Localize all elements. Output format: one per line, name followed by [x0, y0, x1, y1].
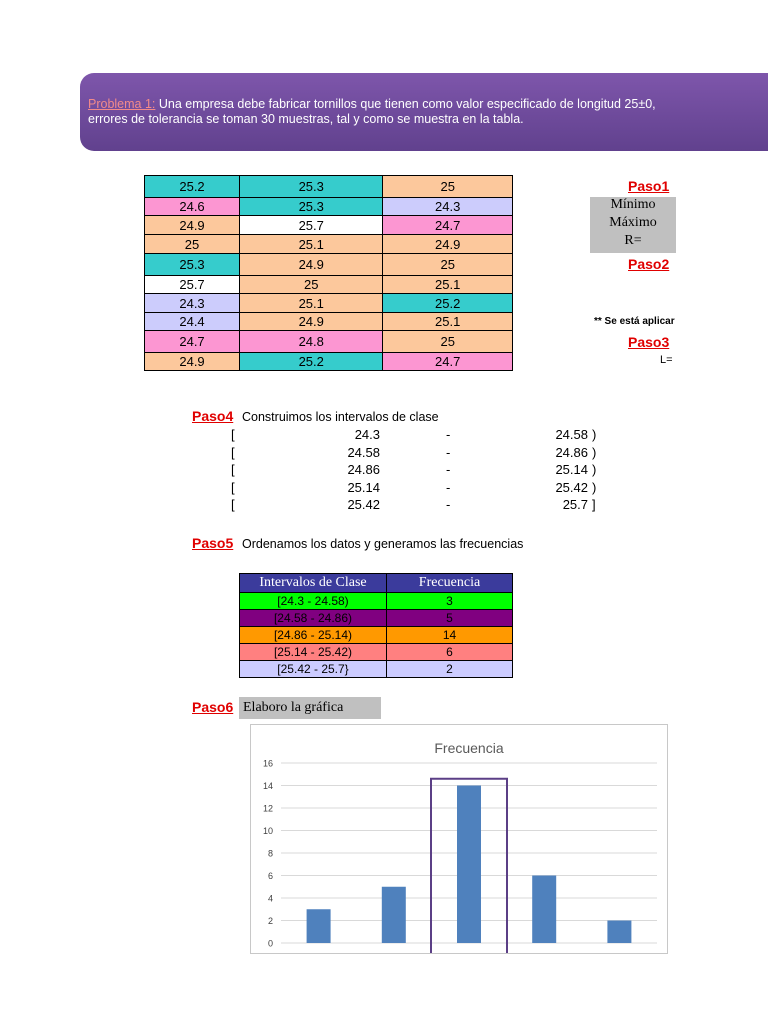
chart-y-tick-label: 6 [267, 871, 273, 881]
data-cell: 25.3 [240, 198, 383, 216]
interval-upper: 24.58 [555, 427, 588, 442]
data-cell: 25 [145, 235, 240, 254]
data-cell: 25.1 [240, 294, 383, 313]
data-cell: 24.8 [240, 331, 383, 353]
interval-close-bracket: ) [592, 480, 597, 495]
freq-interval-cell: [25.14 - 25.42) [240, 644, 387, 661]
data-cell: 25.7 [145, 276, 240, 294]
min-max-box [590, 197, 676, 253]
chart-bar [532, 876, 556, 944]
l-label: L= [660, 354, 673, 366]
problem-statement [88, 97, 688, 127]
interval-upper: 25.14 [555, 462, 588, 477]
note-text: ** Se está aplicar [594, 316, 675, 327]
freq-interval-cell: [24.86 - 25.14) [240, 627, 387, 644]
freq-value-cell: 6 [387, 644, 513, 661]
freq-row [240, 610, 513, 627]
interval-open-bracket: [ [231, 445, 235, 460]
data-cell: 24.4 [145, 313, 240, 331]
interval-open-bracket: [ [231, 462, 235, 477]
interval-close-bracket: ) [592, 462, 597, 477]
freq-interval-cell: [24.58 - 24.86) [240, 610, 387, 627]
problem-line-2: errores de tolerancia se toman 30 muestras, tal y como se muestra en la tabla. [88, 112, 524, 126]
freq-row [240, 644, 513, 661]
freq-value-cell: 5 [387, 610, 513, 627]
data-cell: 25.1 [383, 313, 513, 331]
data-row [145, 216, 513, 235]
data-cell: 25.7 [240, 216, 383, 235]
freq-interval-cell: [25.42 - 25.7} [240, 661, 387, 678]
freq-value-cell: 14 [387, 627, 513, 644]
maximo-label: Máximo [609, 215, 657, 230]
step-5-label: Paso5 [192, 535, 234, 551]
interval-open-bracket: [ [231, 427, 235, 442]
data-cell: 25.2 [145, 176, 240, 198]
interval-upper: 24.86 [555, 445, 588, 460]
chart-y-tick-label: 8 [267, 848, 273, 859]
data-cell: 25 [383, 176, 513, 198]
data-cell: 24.7 [383, 353, 513, 371]
data-cell: 25.2 [240, 353, 383, 371]
data-cell: 25 [383, 331, 513, 353]
data-row [145, 331, 513, 353]
interval-close-bracket: ] [592, 497, 596, 512]
interval-open-bracket: [ [231, 480, 235, 495]
chart-y-tick-label: 16 [262, 758, 273, 769]
interval-lower: 24.58 [347, 445, 380, 460]
data-cell: 25.1 [240, 235, 383, 254]
sample-data-table [144, 175, 513, 371]
interval-upper: 25.42 [555, 480, 588, 495]
interval-lower: 24.3 [354, 427, 380, 442]
data-cell: 25.3 [145, 254, 240, 276]
minimo-label: Mínimo [610, 197, 656, 212]
interval-lower: 25.14 [347, 480, 380, 495]
chart-y-tick-label: 4 [267, 893, 273, 904]
freq-row [240, 627, 513, 644]
range-label: R= [624, 233, 642, 248]
data-row [145, 235, 513, 254]
step-6-text: Elaboro la gráfica [239, 697, 381, 719]
chart-y-tick-label: 12 [262, 803, 273, 814]
data-cell: 24.7 [145, 331, 240, 353]
data-cell: 25.3 [240, 176, 383, 198]
data-cell: 25 [383, 254, 513, 276]
interval-upper: 25.7 [562, 497, 588, 512]
data-cell: 24.9 [240, 313, 383, 331]
data-cell: 25 [240, 276, 383, 294]
chart-y-tick-label: 2 [267, 916, 273, 926]
data-row [145, 198, 513, 216]
freq-value-cell: 2 [387, 661, 513, 678]
step-6-label: Paso6 [192, 699, 234, 715]
data-cell: 24.7 [383, 216, 513, 235]
chart-y-tick-label: 0 [267, 938, 273, 949]
interval-close-bracket: ) [592, 445, 597, 460]
step-5-text: Ordenamos los datos y generamos las frecuencias [242, 537, 524, 551]
step-4-label: Paso4 [192, 408, 234, 424]
freq-interval-cell: [24.3 - 24.58) [240, 593, 387, 610]
data-cell: 25.2 [383, 294, 513, 313]
step-2-label: Paso2 [628, 256, 670, 272]
chart-bar [382, 887, 406, 943]
chart-bar [607, 921, 631, 944]
chart-y-tick-label: 10 [262, 826, 273, 836]
data-row [145, 254, 513, 276]
freq-header-interval: Intervalos de Clase [240, 574, 387, 593]
freq-row [240, 593, 513, 610]
step-1-label: Paso1 [628, 178, 670, 194]
chart-svg [251, 725, 667, 953]
chart-bar [457, 786, 481, 944]
data-cell: 24.9 [145, 353, 240, 371]
data-row [145, 276, 513, 294]
interval-dash: - [446, 445, 451, 460]
interval-lower: 25.42 [347, 497, 380, 512]
interval-lower: 24.86 [347, 462, 380, 477]
problem-line-1: Una empresa debe fabricar tornillos que tienen como valor especificado de longitud 25±0, [155, 97, 656, 111]
data-row [145, 294, 513, 313]
data-cell: 24.9 [145, 216, 240, 235]
interval-close-bracket: ) [592, 427, 597, 442]
interval-dash: - [446, 462, 451, 477]
frequency-chart [250, 724, 668, 954]
freq-row [240, 661, 513, 678]
interval-dash: - [446, 427, 451, 442]
interval-open-bracket: [ [231, 497, 235, 512]
data-cell: 24.3 [145, 294, 240, 313]
interval-dash: - [446, 497, 451, 512]
data-cell: 24.9 [240, 254, 383, 276]
data-cell: 25.1 [383, 276, 513, 294]
chart-bar [307, 909, 331, 943]
freq-value-cell: 3 [387, 593, 513, 610]
data-cell: 24.3 [383, 198, 513, 216]
chart-y-tick-label: 14 [262, 781, 273, 791]
frequency-table [239, 573, 513, 678]
step-3-label: Paso3 [628, 334, 670, 350]
freq-header-frequency: Frecuencia [387, 574, 513, 593]
data-row [145, 313, 513, 331]
step-4-text: Construimos los intervalos de clase [242, 410, 439, 424]
data-cell: 24.9 [383, 235, 513, 254]
chart-title: Frecuencia [434, 740, 504, 756]
interval-dash: - [446, 480, 451, 495]
data-cell: 24.6 [145, 198, 240, 216]
data-row [145, 176, 513, 198]
data-row [145, 353, 513, 371]
problem-label: Problema 1: [88, 97, 156, 111]
